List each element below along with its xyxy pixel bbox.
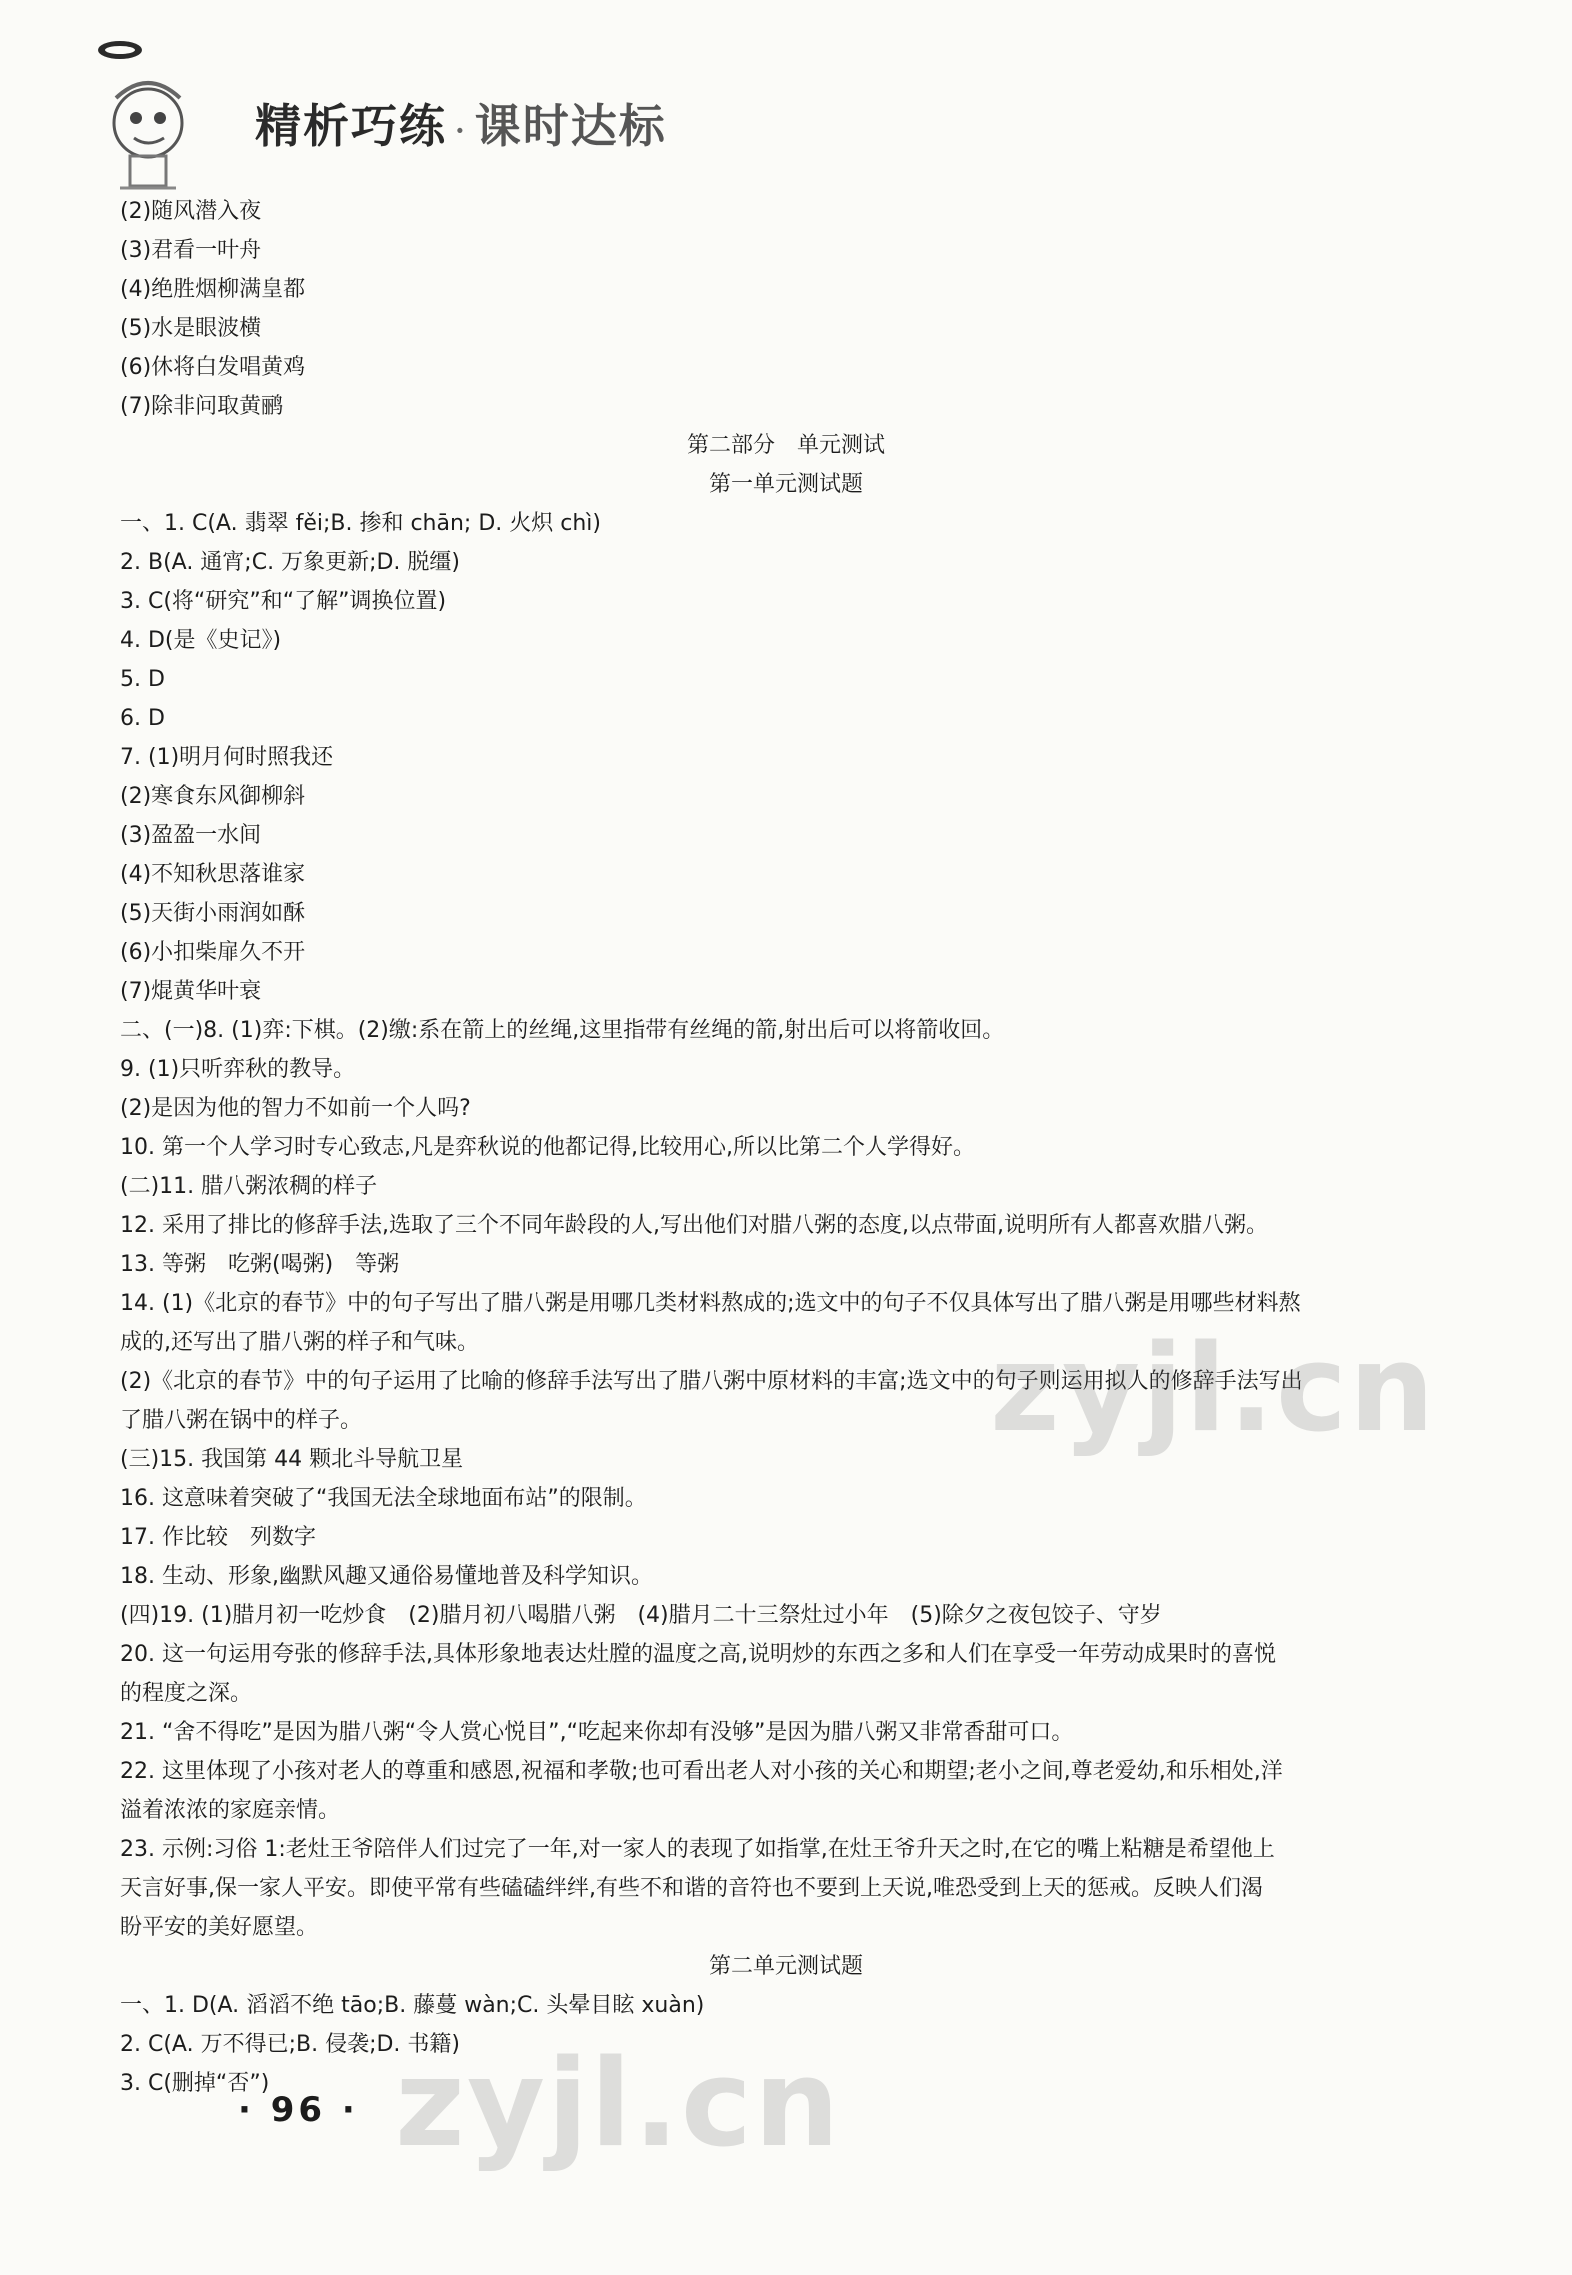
answer-line: 二、(一)8. (1)弈:下棋。(2)缴:系在箭上的丝绳,这里指带有丝绳的箭,射出后可以将箭收回。 bbox=[120, 1018, 1005, 1043]
answer-line: 一、1. D(A. 滔滔不绝 tāo;B. 藤蔓 wàn;C. 头晕目眩 xuàn) bbox=[120, 1993, 705, 2018]
answer-line: 18. 生动、形象,幽默风趣又通俗易懂地普及科学知识。 bbox=[120, 1564, 653, 1589]
answer-line: 天言好事,保一家人平安。即使平常有些磕磕绊绊,有些不和谐的音符也不要到上天说,唯恐受到上天的惩戒。反映人们渴 bbox=[120, 1876, 1263, 1901]
answer-line: 3. C(删掉“否”) bbox=[120, 2071, 270, 2096]
answer-line: 2. B(A. 通宵;C. 万象更新;D. 脱缰) bbox=[120, 550, 460, 575]
answer-line: 盼平安的美好愿望。 bbox=[120, 1915, 319, 1940]
answer-line: 12. 采用了排比的修辞手法,选取了三个不同年龄段的人,写出他们对腊八粥的态度,以点带面,说明所有人都喜欢腊八粥。 bbox=[120, 1213, 1268, 1238]
answer-line: (2)寒食东风御柳斜 bbox=[120, 784, 306, 809]
answer-line: 16. 这意味着突破了“我国无法全球地面布站”的限制。 bbox=[120, 1486, 647, 1511]
answer-line: 一、1. C(A. 翡翠 fěi;B. 掺和 chān; D. 火炽 chì) bbox=[120, 511, 601, 536]
watermark: zyjl.cn bbox=[990, 1320, 1437, 1459]
answer-line: (三)15. 我国第 44 颗北斗导航卫星 bbox=[120, 1447, 464, 1472]
answer-line: (二)11. 腊八粥浓稠的样子 bbox=[120, 1174, 378, 1199]
answer-line: 7. (1)明月何时照我还 bbox=[120, 745, 334, 770]
answer-line: 6. D bbox=[120, 706, 165, 731]
answer-line: 14. (1)《北京的春节》中的句子写出了腊八粥是用哪几类材料熬成的;选文中的句子不仅具体写出了腊八粥是用哪些材料熬 bbox=[120, 1291, 1301, 1316]
answer-line: 9. (1)只听弈秋的教导。 bbox=[120, 1057, 356, 1082]
answer-line: 13. 等粥 吃粥(喝粥) 等粥 bbox=[120, 1252, 400, 1277]
answer-line: 的程度之深。 bbox=[120, 1681, 253, 1706]
header-title-sub: 课时达标 bbox=[474, 99, 667, 153]
answer-line: 3. C(将“研究”和“了解”调换位置) bbox=[120, 589, 447, 614]
answer-line: (2)《北京的春节》中的句子运用了比喻的修辞手法写出了腊八粥中原材料的丰富;选文中的句子则运用拟人的修辞手法写出 bbox=[120, 1369, 1303, 1394]
answer-line: (6)休将白发唱黄鸡 bbox=[120, 355, 306, 380]
section-subtitle: 第一单元测试题 bbox=[708, 472, 863, 497]
answer-line: (4)绝胜烟柳满皇都 bbox=[120, 277, 306, 302]
answer-line: (5)水是眼波横 bbox=[120, 316, 262, 341]
answer-line: 2. C(A. 万不得已;B. 侵袭;D. 书籍) bbox=[120, 2032, 460, 2057]
header-title-main: 精析巧练 bbox=[255, 99, 447, 153]
section-title: 第二部分 单元测试 bbox=[686, 433, 885, 458]
answer-line: 23. 示例:习俗 1:老灶王爷陪伴人们过完了一年,对一家人的表现了如指掌,在灶王爷升天之时,在它的嘴上粘糖是希望他上 bbox=[120, 1837, 1275, 1862]
answer-line: 21. “舍不得吃”是因为腊八粥“令人赏心悦目”,“吃起来你却有没够”是因为腊八粥又非常香甜可口。 bbox=[120, 1720, 1074, 1745]
header-separator: · bbox=[455, 113, 467, 147]
answer-line: (2)随风潜入夜 bbox=[120, 199, 262, 224]
answer-line: 了腊八粥在锅中的样子。 bbox=[120, 1408, 363, 1433]
answer-line: 5. D bbox=[120, 667, 165, 692]
answer-line: (2)是因为他的智力不如前一个人吗? bbox=[120, 1096, 471, 1121]
watermark: zyjl.cn bbox=[395, 2035, 842, 2174]
answer-line: 10. 第一个人学习时专心致志,凡是弈秋说的他都记得,比较用心,所以比第二个人学得好。 bbox=[120, 1135, 975, 1160]
answer-line: 22. 这里体现了小孩对老人的尊重和感恩,祝福和孝敬;也可看出老人对小孩的关心和期望;老小之间,尊老爱幼,和乐相处,洋 bbox=[120, 1759, 1283, 1784]
answer-line: (5)天街小雨润如酥 bbox=[120, 901, 306, 926]
answer-line: 溢着浓浓的家庭亲情。 bbox=[120, 1798, 341, 1823]
answer-line: (6)小扣柴扉久不开 bbox=[120, 940, 306, 965]
answer-line: (四)19. (1)腊月初一吃炒食 (2)腊月初八喝腊八粥 (4)腊月二十三祭灶过小年 (5)除夕之夜包饺子、守岁 bbox=[120, 1603, 1162, 1628]
answer-line: (7)除非问取黄鹂 bbox=[120, 394, 284, 419]
page-number: · 96 · bbox=[238, 2090, 359, 2130]
answer-line: (3)君看一叶舟 bbox=[120, 238, 262, 263]
answer-line: (7)焜黄华叶衰 bbox=[120, 979, 262, 1004]
answer-line: 17. 作比较 列数字 bbox=[120, 1525, 316, 1550]
answer-line: 4. D(是《史记》) bbox=[120, 628, 282, 653]
answer-line: (3)盈盈一水间 bbox=[120, 823, 262, 848]
answer-line: (4)不知秋思落谁家 bbox=[120, 862, 306, 887]
section-subtitle: 第二单元测试题 bbox=[708, 1954, 863, 1979]
answer-line: 20. 这一句运用夸张的修辞手法,具体形象地表达灶膛的温度之高,说明炒的东西之多和人们在享受一年劳动成果时的喜悦 bbox=[120, 1642, 1276, 1667]
answer-line: 成的,还写出了腊八粥的样子和气味。 bbox=[120, 1330, 479, 1355]
